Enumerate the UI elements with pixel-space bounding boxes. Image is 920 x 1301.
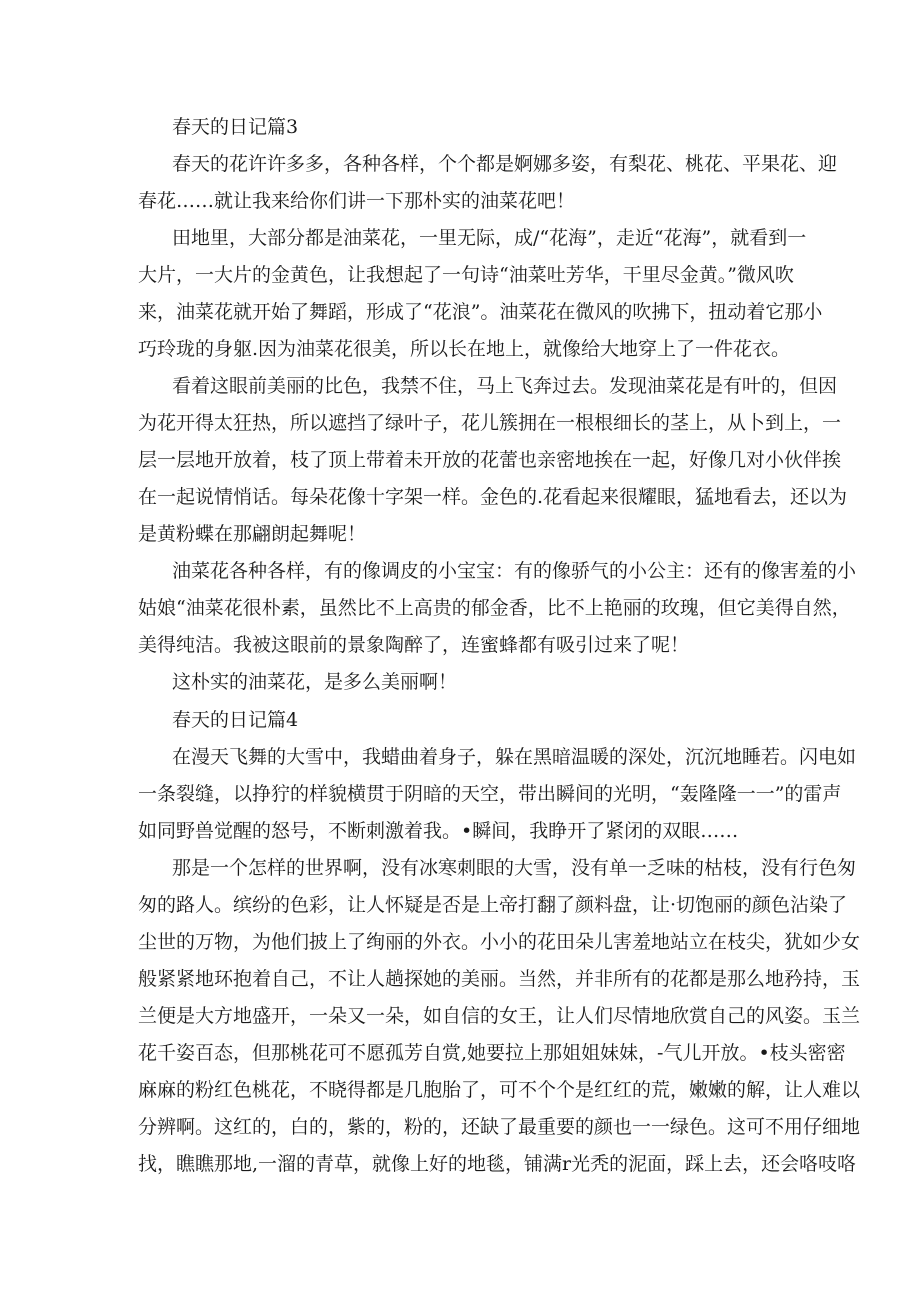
text-line: 在一起说情悄话。每朵花像十字架一样。金色的.花看起来很耀眼，猛地看去，还以为 <box>138 486 848 508</box>
text-line: 一条裂缝，以挣狞的样貌横贯于阴暗的天空，带出瞬间的光明，“轰隆隆一一”的雷声 <box>138 783 842 805</box>
text-line: 油菜花各种各样，有的像调皮的小宝宝：有的像骄气的小公主：还有的像害羞的小 <box>172 560 857 582</box>
text-line: 田地里，大部分都是油菜花，一里无际，成/“花海”，走近“花海”，就看到一 <box>172 227 807 249</box>
text-line: 兰便是大方地盛开，一朵又一朵，如自信的女王，让人们尽情地欣赏自己的风姿。玉兰 <box>138 1005 861 1027</box>
paragraph <box>138 368 848 553</box>
text-line: 找，瞧瞧那地,一溜的青草，就像上好的地毯，铺满r光秃的泥面，踩上去，还会咯吱咯 <box>138 1153 857 1175</box>
paragraph <box>138 850 861 1183</box>
text-line: 般紧紧地环抱着自己，不让人趟探她的美丽。当然，并非所有的花都是那么地矜持，玉 <box>138 968 861 990</box>
diary-entry-3 <box>138 108 857 701</box>
text-line: 花千姿百态，但那桃花可不愿孤芳自赏,她要拉上那姐姐妹妹，-气儿开放。•枝头密密 <box>138 1042 846 1064</box>
text-line: 为花开得太狂热，所以遮挡了绿叶子，花儿簇拥在一根根细长的茎上，从卜到上，一 <box>138 412 842 434</box>
paragraph <box>138 739 857 850</box>
paragraph <box>138 553 857 664</box>
document-body <box>138 108 861 1183</box>
entry-title: 春天的日记篇4 <box>172 709 299 731</box>
text-line: 这朴实的油菜花，是多么美丽啊！ <box>172 671 458 693</box>
paragraph <box>138 220 823 368</box>
text-line: 如同野兽觉醒的怒号，不断刺激着我。•瞬间，我睁开了紧闭的双眼…… <box>138 820 739 842</box>
entry-title: 春天的日记篇3 <box>172 116 299 138</box>
diary-entry-4 <box>138 701 861 1183</box>
text-line: 层一层地开放着，枝了顶上带着未开放的花蕾也亲密地挨在一起，好像几对小伙伴挨 <box>138 449 842 471</box>
text-line: 来，油菜花就开始了舞蹈，形成了“花浪”。油菜花在微风的吹拂下，扭动着它那小 <box>138 301 823 323</box>
paragraph <box>138 146 838 220</box>
text-line: 美得纯洁。我被这眼前的景象陶醉了，连蜜蜂都有吸引过来了呢！ <box>138 634 690 656</box>
text-line: 匆的路人。缤纷的色彩，让人怀疑是否是上帝打翻了颜料盘，让·切饱丽的颜色沾染了 <box>138 894 848 916</box>
text-line: 尘世的万物，为他们披上了绚丽的外衣。小小的花田朵儿害羞地站立在枝尖，犹如少女 <box>138 931 861 953</box>
text-line: 看着这眼前美丽的比色，我禁不住，马上飞奔过去。发现油菜花是有叶的，但因 <box>172 375 838 397</box>
text-line: 巧玲珑的身躯.因为油菜花很美，所以长在地上，就像给大地穿上了一件花衣。 <box>138 338 791 360</box>
paragraph <box>138 664 786 701</box>
text-line: 那是一个怎样的世界啊，没有冰寒刺眼的大雪，没有单一乏味的枯枝，没有行色匆 <box>172 857 857 879</box>
text-line: 在漫天飞舞的大雪中，我蜡曲着身子，躲在黑暗温暖的深处，沉沉地睡若。闪电如 <box>172 746 857 768</box>
text-line: 春天的花许许多多，各种各样，个个都是婀娜多姿，有梨花、桃花、平果花、迎 <box>172 153 838 175</box>
text-line: 麻麻的粉红色桃花，不晓得都是几胞胎了，可不个个是红红的荒，嫩嫩的解，让人难以 <box>138 1079 861 1101</box>
text-line: 分辨啊。这红的，白的，紫的，粉的，还缺了最重要的颜也一一绿色。这可不用仔细地 <box>138 1116 861 1138</box>
text-line: 大片，一大片的金黄色，让我想起了一句诗“油菜吐芳华，干里尽金黄。”微风吹 <box>138 264 794 286</box>
text-line: 姑娘“油菜花很朴素，虽然比不上高贵的郁金香，比不上艳丽的玫瑰，但它美得自然， <box>138 597 851 619</box>
text-line: 是黄粉蝶在那翩朗起舞呢！ <box>138 523 367 545</box>
text-line: 春花……就让我来给你们讲一下那朴实的油菜花吧！ <box>138 190 576 212</box>
